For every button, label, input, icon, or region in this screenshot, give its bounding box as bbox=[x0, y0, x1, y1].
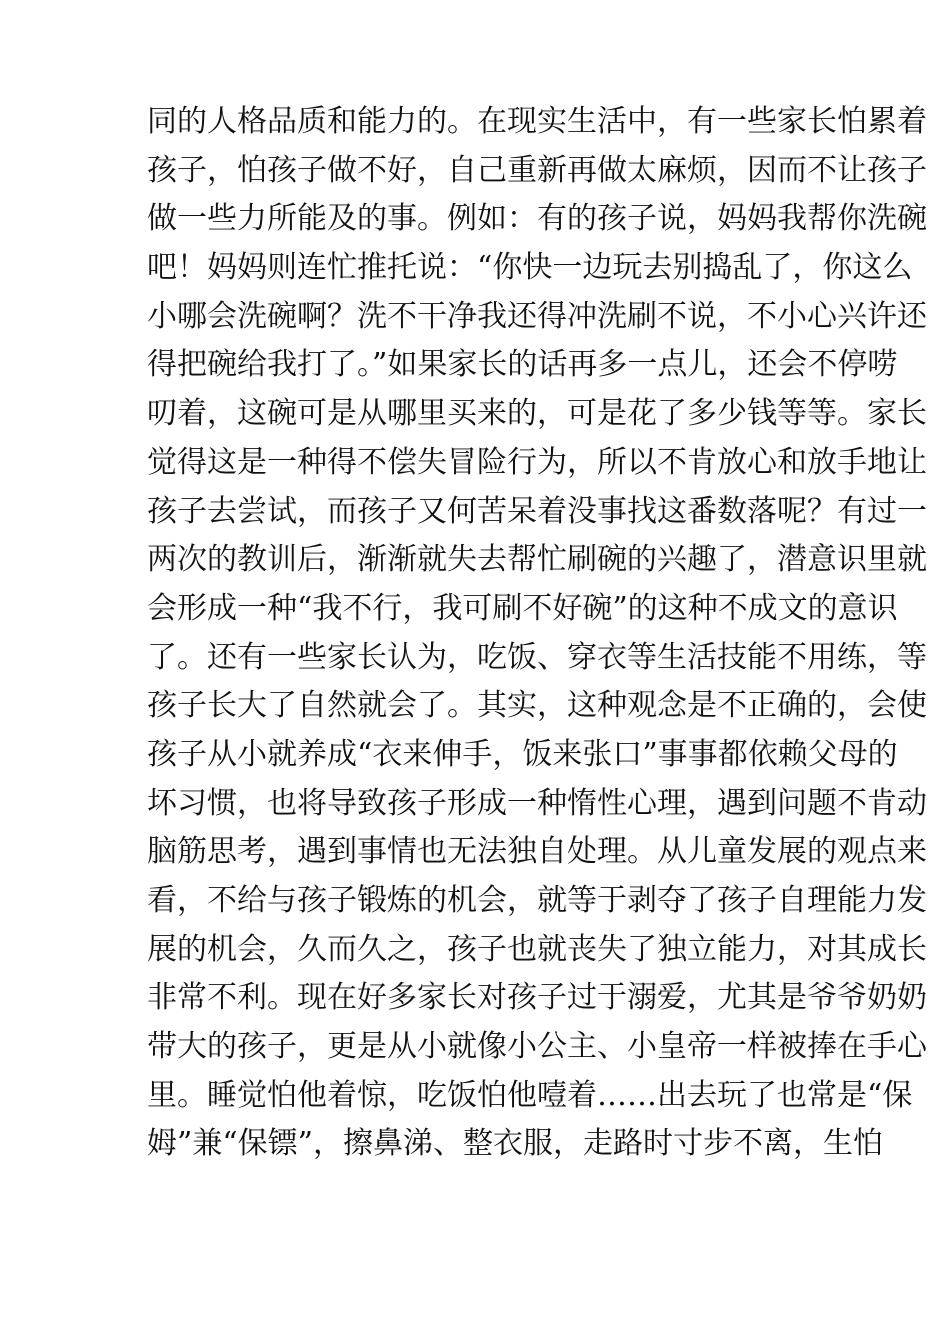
paragraph-line: 了。还有一些家长认为，吃饭、穿衣等生活技能不用练，等 bbox=[147, 639, 927, 675]
paragraph-line: 带大的孩子，更是从小就像小公主、小皇帝一样被捧在手心 bbox=[147, 1029, 927, 1065]
paragraph-line: 两次的教训后，渐渐就失去帮忙刷碗的兴趣了，潜意识里就 bbox=[147, 542, 927, 578]
body-paragraph bbox=[147, 98, 927, 1169]
paragraph-line: 小哪会洗碗啊？洗不干净我还得冲洗刷不说，不小心兴许还 bbox=[147, 298, 927, 334]
paragraph-line: 看，不给与孩子锻炼的机会，就等于剥夺了孩子自理能力发 bbox=[147, 883, 927, 918]
paragraph-line: 孩子从小就养成“衣来伸手，饭来张口”事事都依赖父母的 bbox=[147, 736, 898, 772]
paragraph-line: 叨着，这碗可是从哪里买来的，可是花了多少钱等等。家长 bbox=[147, 396, 927, 432]
paragraph-line: 姆”兼“保镖”，擦鼻涕、整衣服，走路时寸步不离，生怕 bbox=[147, 1126, 884, 1162]
paragraph-line: 展的机会，久而久之，孩子也就丧失了独立能力，对其成长 bbox=[147, 931, 927, 967]
paragraph-line: 同的人格品质和能力的。在现实生活中，有一些家长怕累着 bbox=[147, 104, 927, 139]
paragraph-line: 孩子去尝试，而孩子又何苦呆着没事找这番数落呢？有过一 bbox=[147, 493, 927, 529]
paragraph-line: 孩子，怕孩子做不好，自己重新再做太麻烦，因而不让孩子 bbox=[147, 152, 927, 188]
paragraph-line: 孩子长大了自然就会了。其实，这种观念是不正确的，会使 bbox=[147, 688, 927, 724]
paragraph-line: 做一些力所能及的事。例如：有的孩子说，妈妈我帮你洗碗 bbox=[147, 201, 927, 237]
paragraph-line: 觉得这是一种得不偿失冒险行为，所以不肯放心和放手地让 bbox=[147, 444, 927, 480]
paragraph-line: 脑筋思考，遇到事情也无法独自处理。从儿童发展的观点来 bbox=[147, 834, 927, 870]
paragraph-line: 得把碗给我打了。”如果家长的话再多一点儿，还会不停唠 bbox=[147, 347, 898, 383]
paragraph-line: 非常不利。现在好多家长对孩子过于溺爱，尤其是爷爷奶奶 bbox=[147, 980, 927, 1016]
paragraph-line: 里。睡觉怕他着惊，吃饭怕他噎着……出去玩了也常是“保 bbox=[147, 1077, 913, 1113]
paragraph-line: 吧！妈妈则连忙推托说：“你快一边玩去别捣乱了，你这么 bbox=[147, 250, 913, 286]
paragraph-line: 坏习惯，也将导致孩子形成一种惰性心理，遇到问题不肯动 bbox=[147, 785, 927, 821]
paragraph-line: 会形成一种“我不行，我可刷不好碗”的这种不成文的意识 bbox=[147, 590, 898, 626]
